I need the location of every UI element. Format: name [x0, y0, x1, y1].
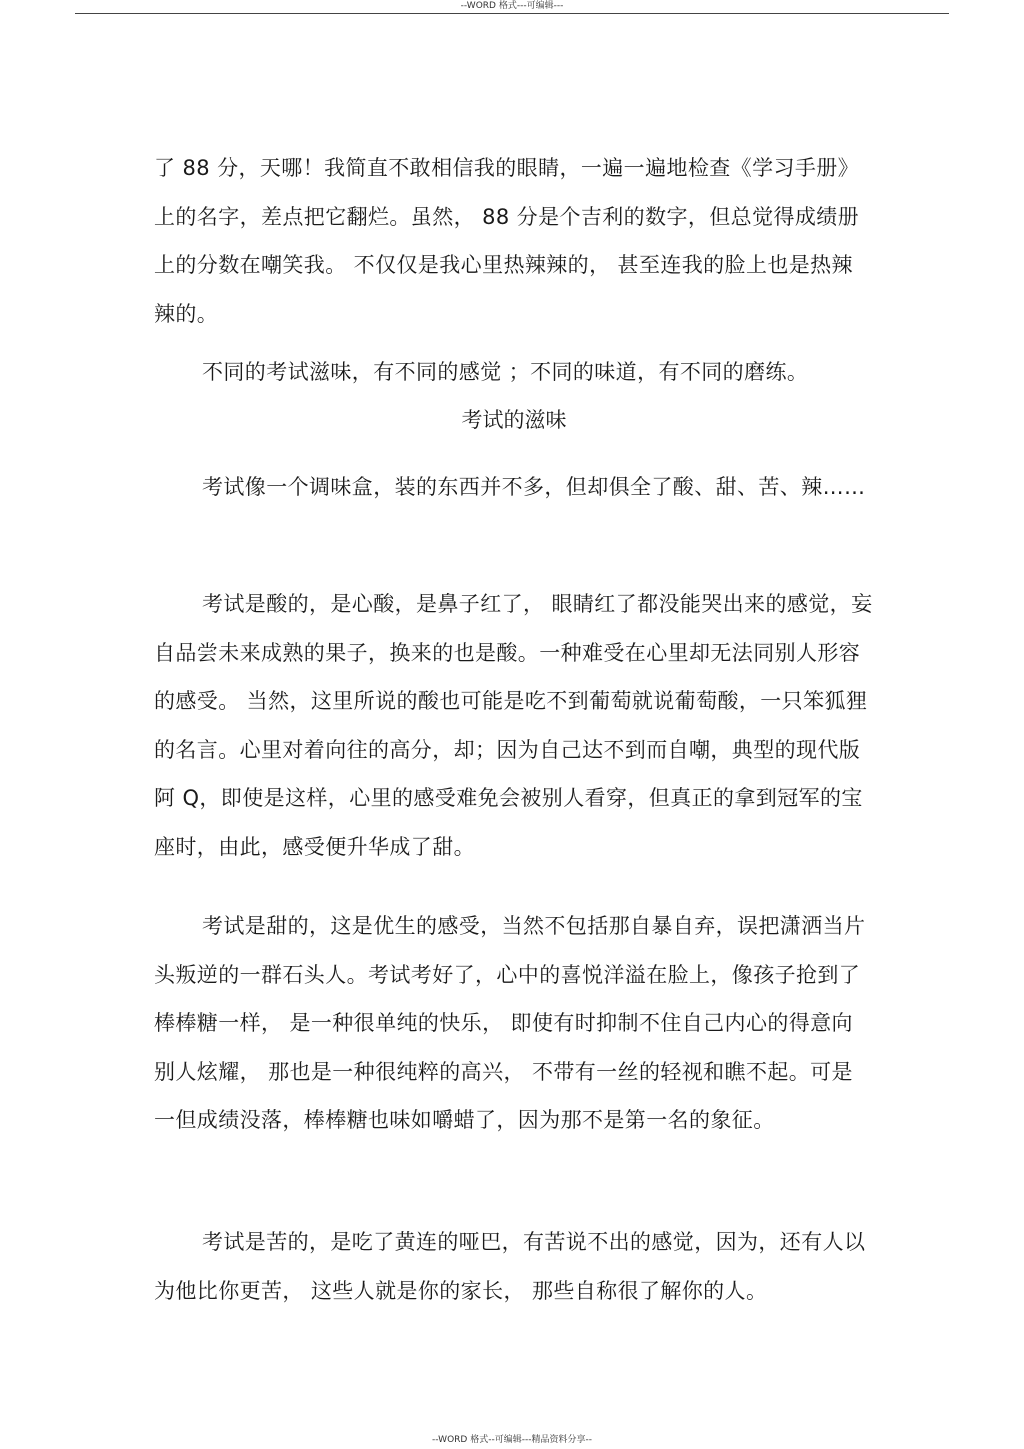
essay-title: 考试的滋味	[461, 408, 567, 432]
paragraph-bitter: 考试是苦的，是吃了黄连的哑巴，有苦说不出的感觉，因为，还有人以为他比你更苦， 这些人就是你的家长， 那些自称很了解你的人。	[154, 1230, 866, 1303]
page-header: --WORD 格式---可编辑---	[460, 1, 564, 11]
paragraph-continuation: 了 88 分，天哪！我简直不敢相信我的眼睛，一遍一遍地检查《学习手册》上的名字，差点把它翻烂。虽然， 88 分是个吉利的数字，但总觉得成绩册上的分数在嘲笑我。 不仅仅是我心里热辣辣的， 甚至连我的脸上也是热辣辣的。	[154, 156, 860, 326]
paragraph-summary: 不同的考试滋味，有不同的感觉 ；不同的味道，有不同的磨练。	[202, 360, 809, 384]
page-footer: --WORD 格式--可编辑---精品资料分享--	[432, 1435, 592, 1445]
paragraph-sweet: 考试是甜的，这是优生的感受，当然不包括那自暴自弃，误把潇洒当片头叛逆的一群石头人。考试考好了，心中的喜悦洋溢在脸上，像孩子抢到了棒棒糖一样， 是一种很单纯的快乐， 即使有时抑制不住自己内心的得意向别人炫耀， 那也是一种很纯粹的高兴， 不带有一丝的轻视和瞧不起。可是一但成绩没落，棒棒糖也味如嚼蜡了，因为那不是第一名的象征。	[154, 914, 866, 1132]
header-divider	[75, 13, 949, 14]
paragraph-intro: 考试像一个调味盒，装的东西并不多，但却俱全了酸、甜、苦、辣……	[202, 475, 866, 499]
paragraph-sour: 考试是酸的，是心酸，是鼻子红了， 眼睛红了都没能哭出来的感觉，妄自品尝未来成熟的果子，换来的也是酸。一种难受在心里却无法同别人形容的感受。 当然，这里所说的酸也可能是吃不到葡萄就说葡萄酸，一只笨狐狸的名言。心里对着向往的高分，却；因为自己达不到而自嘲，典型的现代版阿 Q，即使是这样，心里的感受难免会被别人看穿，但真正的拿到冠军的宝座时，由此，感受便升华成了甜。	[154, 592, 873, 859]
